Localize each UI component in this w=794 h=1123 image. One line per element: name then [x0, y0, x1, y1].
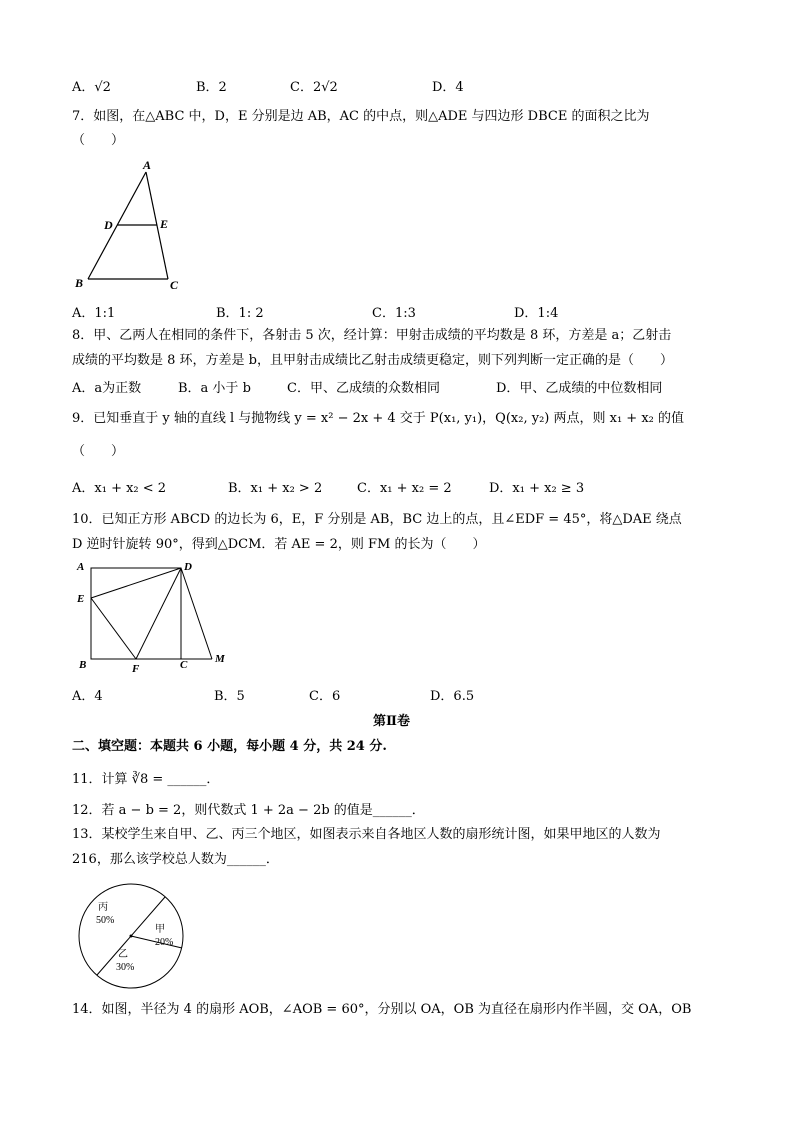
q9-option-d: D．x₁ + x₂ ≥ 3: [489, 481, 585, 496]
q7-label-d: D: [104, 218, 113, 232]
q8-option-d: D．甲、乙成绩的中位数相同: [496, 381, 663, 396]
q6-option-d: D．4: [432, 80, 464, 95]
q10-label-a: A: [77, 561, 85, 573]
q10-segment-ef: [91, 598, 136, 659]
section2-title: 二、填空题：本题共 6 小题，每小题 4 分，共 24 分.: [72, 739, 387, 754]
q13-pie-label-jia: 甲: [155, 924, 165, 935]
q14-text: 14．如图，半径为 4 的扇形 AOB，∠AOB = 60°，分别以 OA，OB 为直径在扇形内作半圆，交 OA，OB: [72, 1002, 692, 1017]
q7-text-line1: 7．如图，在△ABC 中，D，E 分别是边 AB，AC 的中点，则△ADE 与四边形 DBCE 的面积之比为: [72, 109, 650, 124]
q10-label-m: M: [215, 653, 225, 665]
q10-label-f: F: [132, 663, 140, 675]
q9-option-b: B．x₁ + x₂ > 2: [228, 481, 323, 496]
q10-segment-de: [91, 568, 181, 598]
q13-pie-center: [130, 935, 133, 938]
q10-label-c: C: [180, 659, 188, 671]
q8-option-b: B．a 小于 b: [178, 381, 251, 396]
q9-text-line2: （ ）: [72, 444, 125, 459]
q10-segment-dm: [181, 568, 212, 659]
q13-pie-pct-jia: 20%: [155, 937, 174, 948]
q10-option-c: C．6: [309, 689, 341, 704]
q10-label-b: B: [79, 659, 87, 671]
q7-triangle-figure: [72, 155, 192, 300]
q7-text-line2: （ ）: [72, 133, 125, 148]
q9-text-line1: 9．已知垂直于 y 轴的直线 l 与抛物线 y = x² − 2x + 4 交于 P(x₁, y₁)，Q(x₂, y₂) 两点，则 x₁ + x₂ 的值: [72, 411, 684, 426]
q7-label-c: C: [170, 278, 179, 292]
q8-text-line2: 成绩的平均数是 8 环，方差是 b，且甲射击成绩比乙射击成绩更稳定，则下列判断一定正确的是（ ）: [72, 353, 673, 368]
q11-text: 11．计算 ∛8 = ______．: [72, 772, 220, 787]
q10-label-d: D: [184, 561, 192, 573]
q13-pie-label-bing: 丙: [98, 902, 108, 913]
part2-title: 第Ⅱ卷: [373, 714, 410, 729]
q10-segment-fd: [136, 568, 181, 659]
q7-option-c: C．1:3: [372, 306, 416, 321]
q10-option-a: A．4: [72, 689, 103, 704]
q7-option-a: A．1:1: [72, 306, 116, 321]
q13-pie-pct-yi: 30%: [116, 962, 135, 973]
q7-label-b: B: [75, 276, 84, 290]
q10-text-line1: 10．已知正方形 ABCD 的边长为 6，E，F 分别是 AB，BC 边上的点，且∠EDF = 45°，将△DAE 绕点: [72, 512, 682, 527]
q10-label-e: E: [77, 593, 85, 605]
q7-option-d: D．1:4: [514, 306, 559, 321]
q6-option-c: C．2√2: [290, 80, 338, 95]
q10-option-d: D．6.5: [430, 689, 475, 704]
q13-text-line1: 13．某校学生来自甲、乙、丙三个地区，如图表示来自各地区人数的扇形统计图，如果甲地区的人数为: [72, 827, 661, 842]
q8-option-a: A．a为正数: [72, 381, 142, 396]
q7-option-b: B．1: 2: [216, 306, 264, 321]
q7-label-a: A: [143, 158, 152, 172]
q8-text-line1: 8．甲、乙两人在相同的条件下，各射击 5 次，经计算：甲射击成绩的平均数是 8 环，方差是 a；乙射击: [72, 328, 672, 343]
q6-option-a: A．√2: [72, 80, 111, 95]
q12-text: 12．若 a − b = 2，则代数式 1 + 2a − 2b 的值是______．: [72, 803, 425, 818]
q6-option-b: B．2: [196, 80, 227, 95]
q10-option-b: B．5: [214, 689, 245, 704]
q10-square-abcd: [91, 568, 181, 659]
q13-pie-label-yi: 乙: [118, 949, 128, 960]
q10-square-figure: [72, 558, 242, 676]
q8-option-c: C．甲、乙成绩的众数相同: [287, 381, 440, 396]
q10-text-line2: D 逆时针旋转 90°，得到△DCM．若 AE = 2，则 FM 的长为（ ）: [72, 537, 486, 552]
q7-label-e: E: [160, 217, 169, 231]
q9-option-a: A．x₁ + x₂ < 2: [72, 481, 167, 496]
q13-pie-chart: [76, 880, 188, 992]
q9-option-c: C．x₁ + x₂ = 2: [357, 481, 452, 496]
q13-text-line2: 216，那么该学校总人数为______．: [72, 852, 279, 867]
q13-pie-pct-bing: 50%: [96, 915, 115, 926]
